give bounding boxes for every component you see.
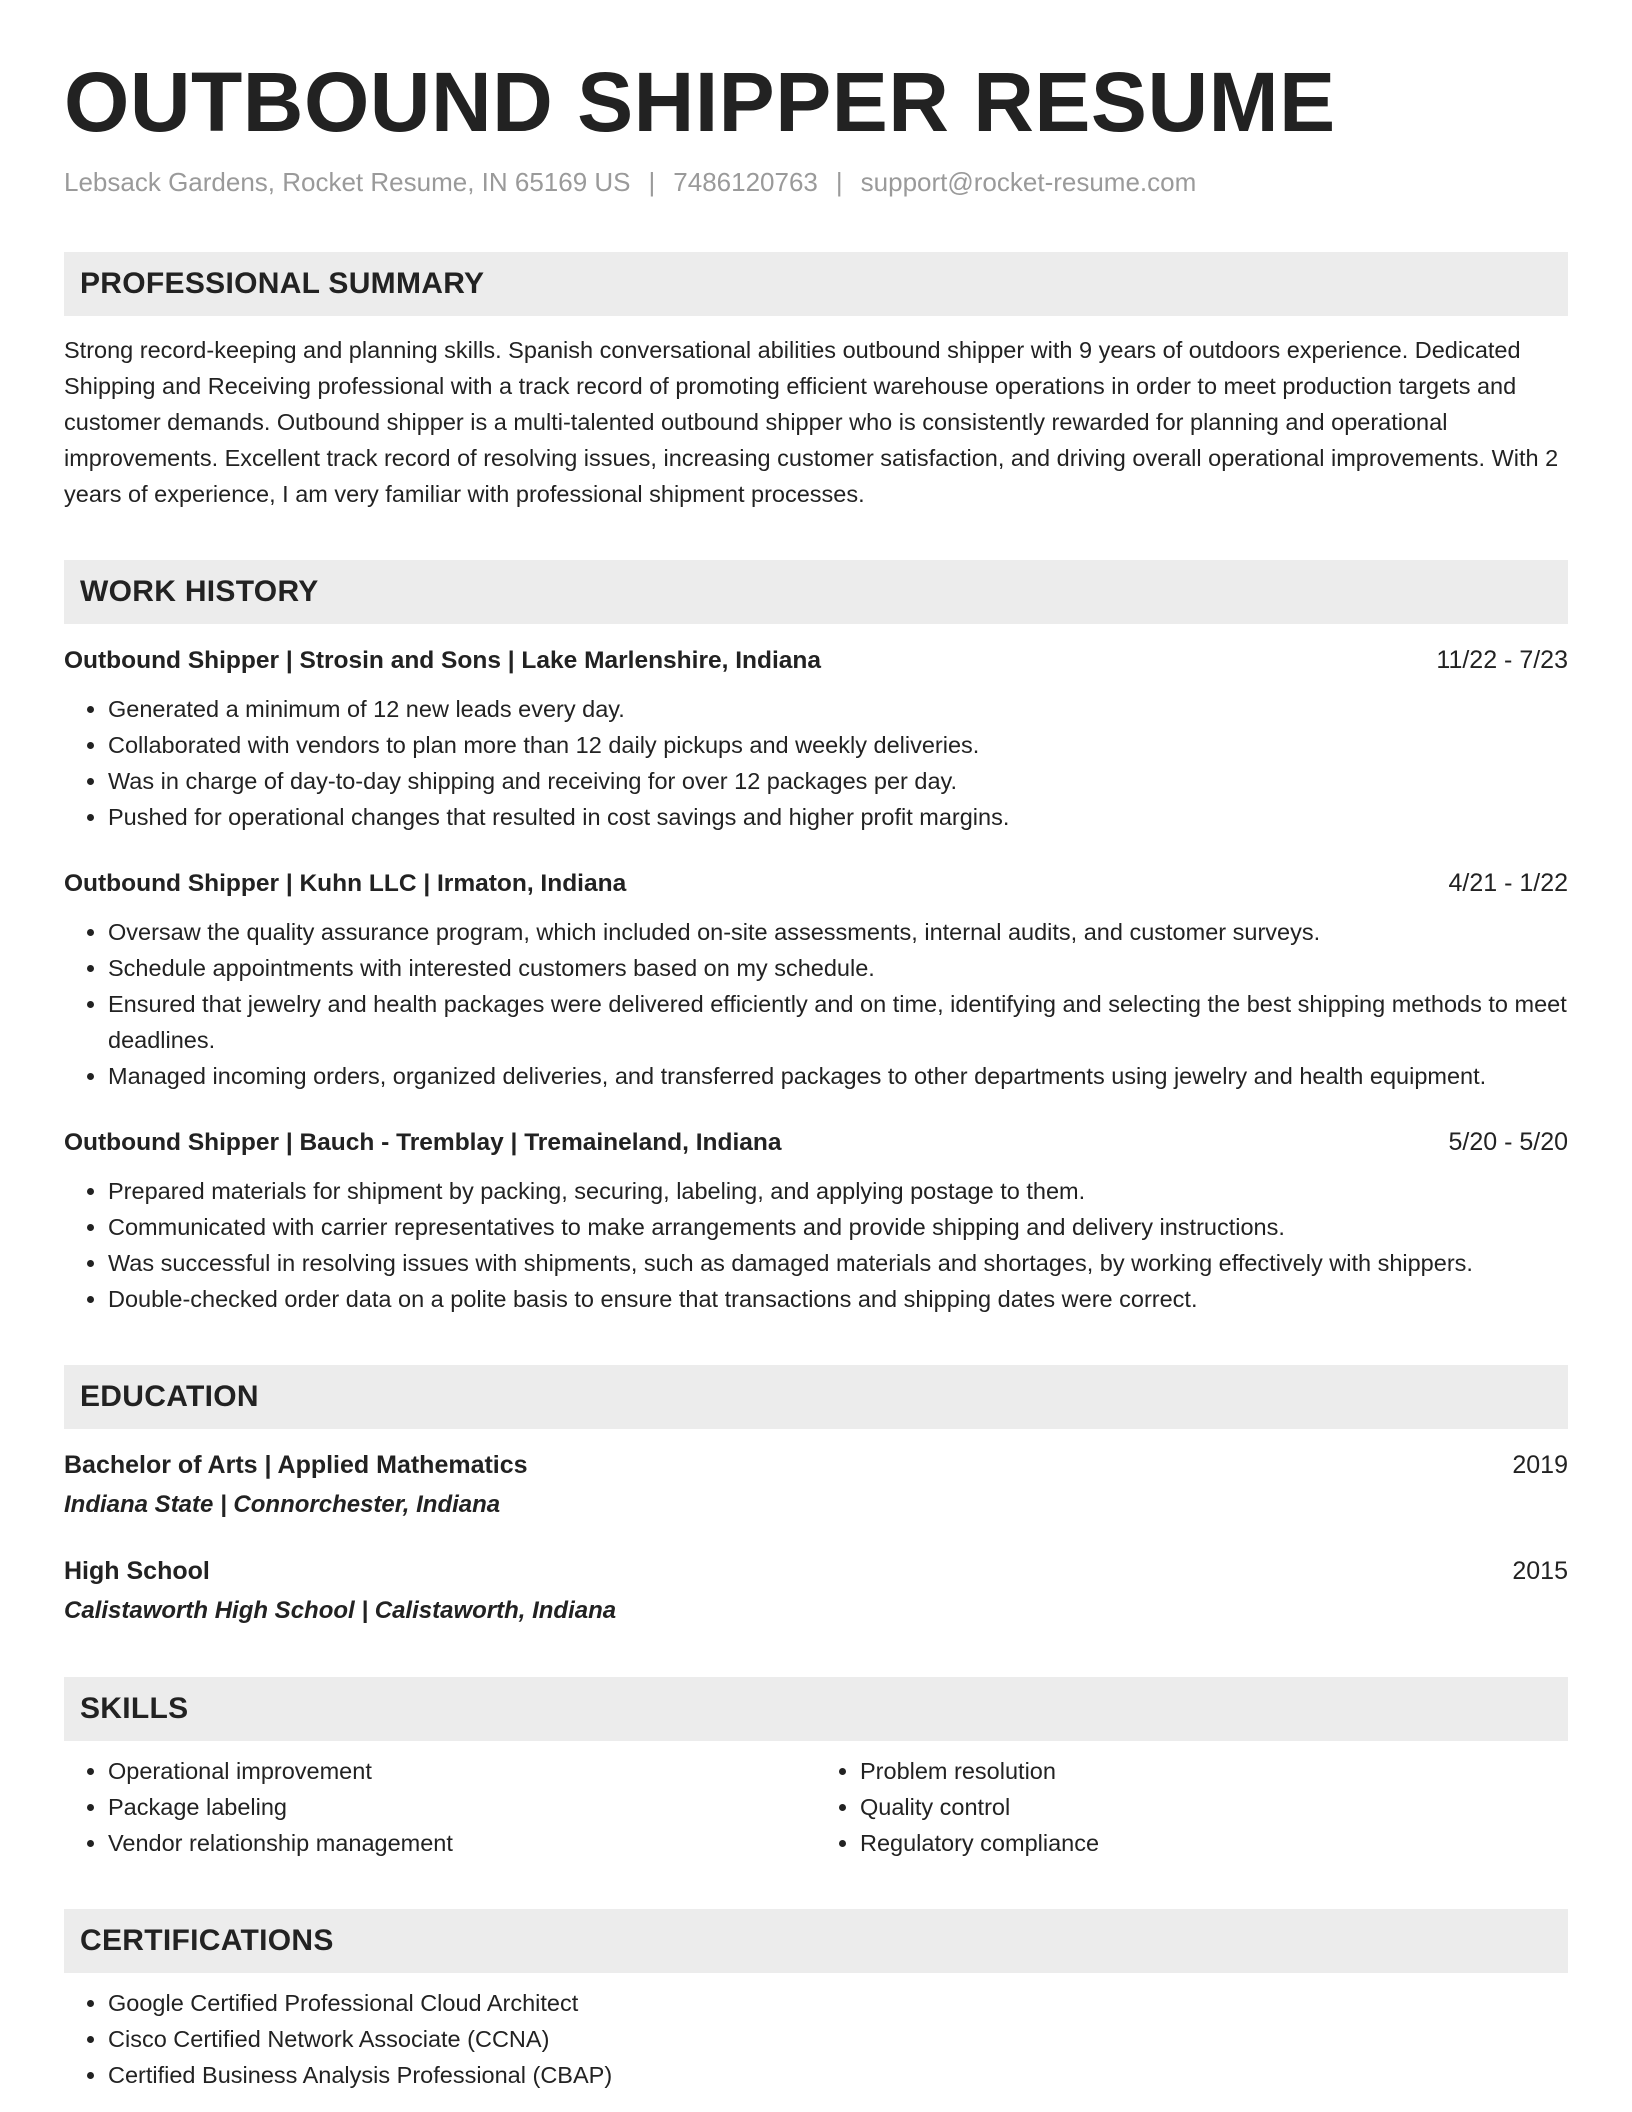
education-school: Calistaworth High School | Calistaworth, Indiana xyxy=(64,1597,617,1624)
resume-title: OUTBOUND SHIPPER RESUME xyxy=(64,55,1336,149)
list-item: • Double-checked order data on a polite basis to ensure that transactions and shipping dates were correct. xyxy=(108,1281,1568,1317)
list-item: • Prepared materials for shipment by packing, securing, labeling, and applying postage to them. xyxy=(108,1173,1568,1209)
contact-separator: | xyxy=(835,167,843,197)
list-item: • Quality control xyxy=(860,1789,1568,1825)
list-item: • Generated a minimum of 12 new leads every day. xyxy=(108,691,1568,727)
job-entry xyxy=(64,642,1568,835)
job-bullets xyxy=(64,914,1568,1094)
list-item: • Was in charge of day-to-day shipping and receiving for over 12 packages per day. xyxy=(108,763,1568,799)
job-title: Outbound Shipper | Kuhn LLC | Irmaton, Indiana xyxy=(64,870,627,897)
contact-separator: | xyxy=(648,167,656,197)
list-item: • Operational improvement xyxy=(108,1753,816,1789)
skills-column-left xyxy=(64,1753,816,1861)
contact-phone: 7486120763 xyxy=(673,167,818,197)
list-item: • Managed incoming orders, organized deliveries, and transferred packages to other departments using jewelry and health equipment. xyxy=(108,1058,1568,1094)
contact-address: Lebsack Gardens, Rocket Resume, IN 65169 US xyxy=(64,167,631,197)
job-title: Outbound Shipper | Strosin and Sons | Lake Marlenshire, Indiana xyxy=(64,647,821,674)
job-title: Outbound Shipper | Bauch - Tremblay | Tremaineland, Indiana xyxy=(64,1129,782,1156)
list-item: • Package labeling xyxy=(108,1789,816,1825)
section-heading-skills: SKILLS xyxy=(64,1677,1568,1741)
education-entry xyxy=(64,1553,1568,1629)
job-dates: 11/22 - 7/23 xyxy=(1436,646,1568,674)
section-heading-work: WORK HISTORY xyxy=(64,560,1568,624)
section-heading-certifications: CERTIFICATIONS xyxy=(64,1909,1568,1973)
job-entry xyxy=(64,1124,1568,1317)
list-item: • Pushed for operational changes that resulted in cost savings and higher profit margins. xyxy=(108,799,1568,835)
section-heading-education: EDUCATION xyxy=(64,1365,1568,1429)
job-dates: 5/20 - 5/20 xyxy=(1448,1128,1568,1156)
section-heading-summary: PROFESSIONAL SUMMARY xyxy=(64,252,1568,316)
list-item: • Schedule appointments with interested customers based on my schedule. xyxy=(108,950,1568,986)
list-item: • Cisco Certified Network Associate (CCNA) xyxy=(108,2021,1568,2057)
education-entry xyxy=(64,1447,1568,1523)
list-item: • Communicated with carrier representatives to make arrangements and provide shipping and delivery instructions. xyxy=(108,1209,1568,1245)
education-degree: Bachelor of Arts | Applied Mathematics xyxy=(64,1451,528,1479)
job-bullets xyxy=(64,1173,1568,1317)
education-year: 2015 xyxy=(1512,1557,1568,1585)
list-item: • Was successful in resolving issues with shipments, such as damaged materials and shortages, by working effectively with shippers. xyxy=(108,1245,1568,1281)
list-item: • Google Certified Professional Cloud Architect xyxy=(108,1985,1568,2021)
education-school: Indiana State | Connorchester, Indiana xyxy=(64,1491,501,1518)
contact-email: support@rocket-resume.com xyxy=(860,167,1197,197)
job-entry xyxy=(64,865,1568,1094)
education-degree: High School xyxy=(64,1557,210,1585)
list-item: • Ensured that jewelry and health packages were delivered efficiently and on time, identifying and selecting the best shipping methods to meet deadlines. xyxy=(108,986,1568,1058)
skills-list xyxy=(64,1753,1568,1861)
list-item: • Collaborated with vendors to plan more than 12 daily pickups and weekly deliveries. xyxy=(108,727,1568,763)
job-dates: 4/21 - 1/22 xyxy=(1448,869,1568,897)
certifications-list xyxy=(64,1985,1568,2093)
skills-column-right xyxy=(816,1753,1568,1861)
list-item: • Problem resolution xyxy=(860,1753,1568,1789)
list-item: • Vendor relationship management xyxy=(108,1825,816,1861)
summary-text: Strong record-keeping and planning skills. Spanish conversational abilities outbound shipper with 9 years of outdoors experience. Dedicated Shipping and Receiving professional with a track record of promoting efficient warehouse operations in order to meet production targets and customer demands. Outbound shipper is a multi-talented outbound shipper who is consistently rewarded for planning and operational improvements. Excellent track record of resolving issues, increasing customer satisfaction, and driving overall operational improvements. With 2 years of experience, I am very familiar with professional shipment processes. xyxy=(64,337,1559,507)
list-item: • Certified Business Analysis Professional (CBAP) xyxy=(108,2057,1568,2093)
list-item: • Oversaw the quality assurance program, which included on-site assessments, internal audits, and customer surveys. xyxy=(108,914,1568,950)
job-bullets xyxy=(64,691,1568,835)
education-year: 2019 xyxy=(1512,1451,1568,1479)
contact-line xyxy=(64,164,1568,200)
list-item: • Regulatory compliance xyxy=(860,1825,1568,1861)
